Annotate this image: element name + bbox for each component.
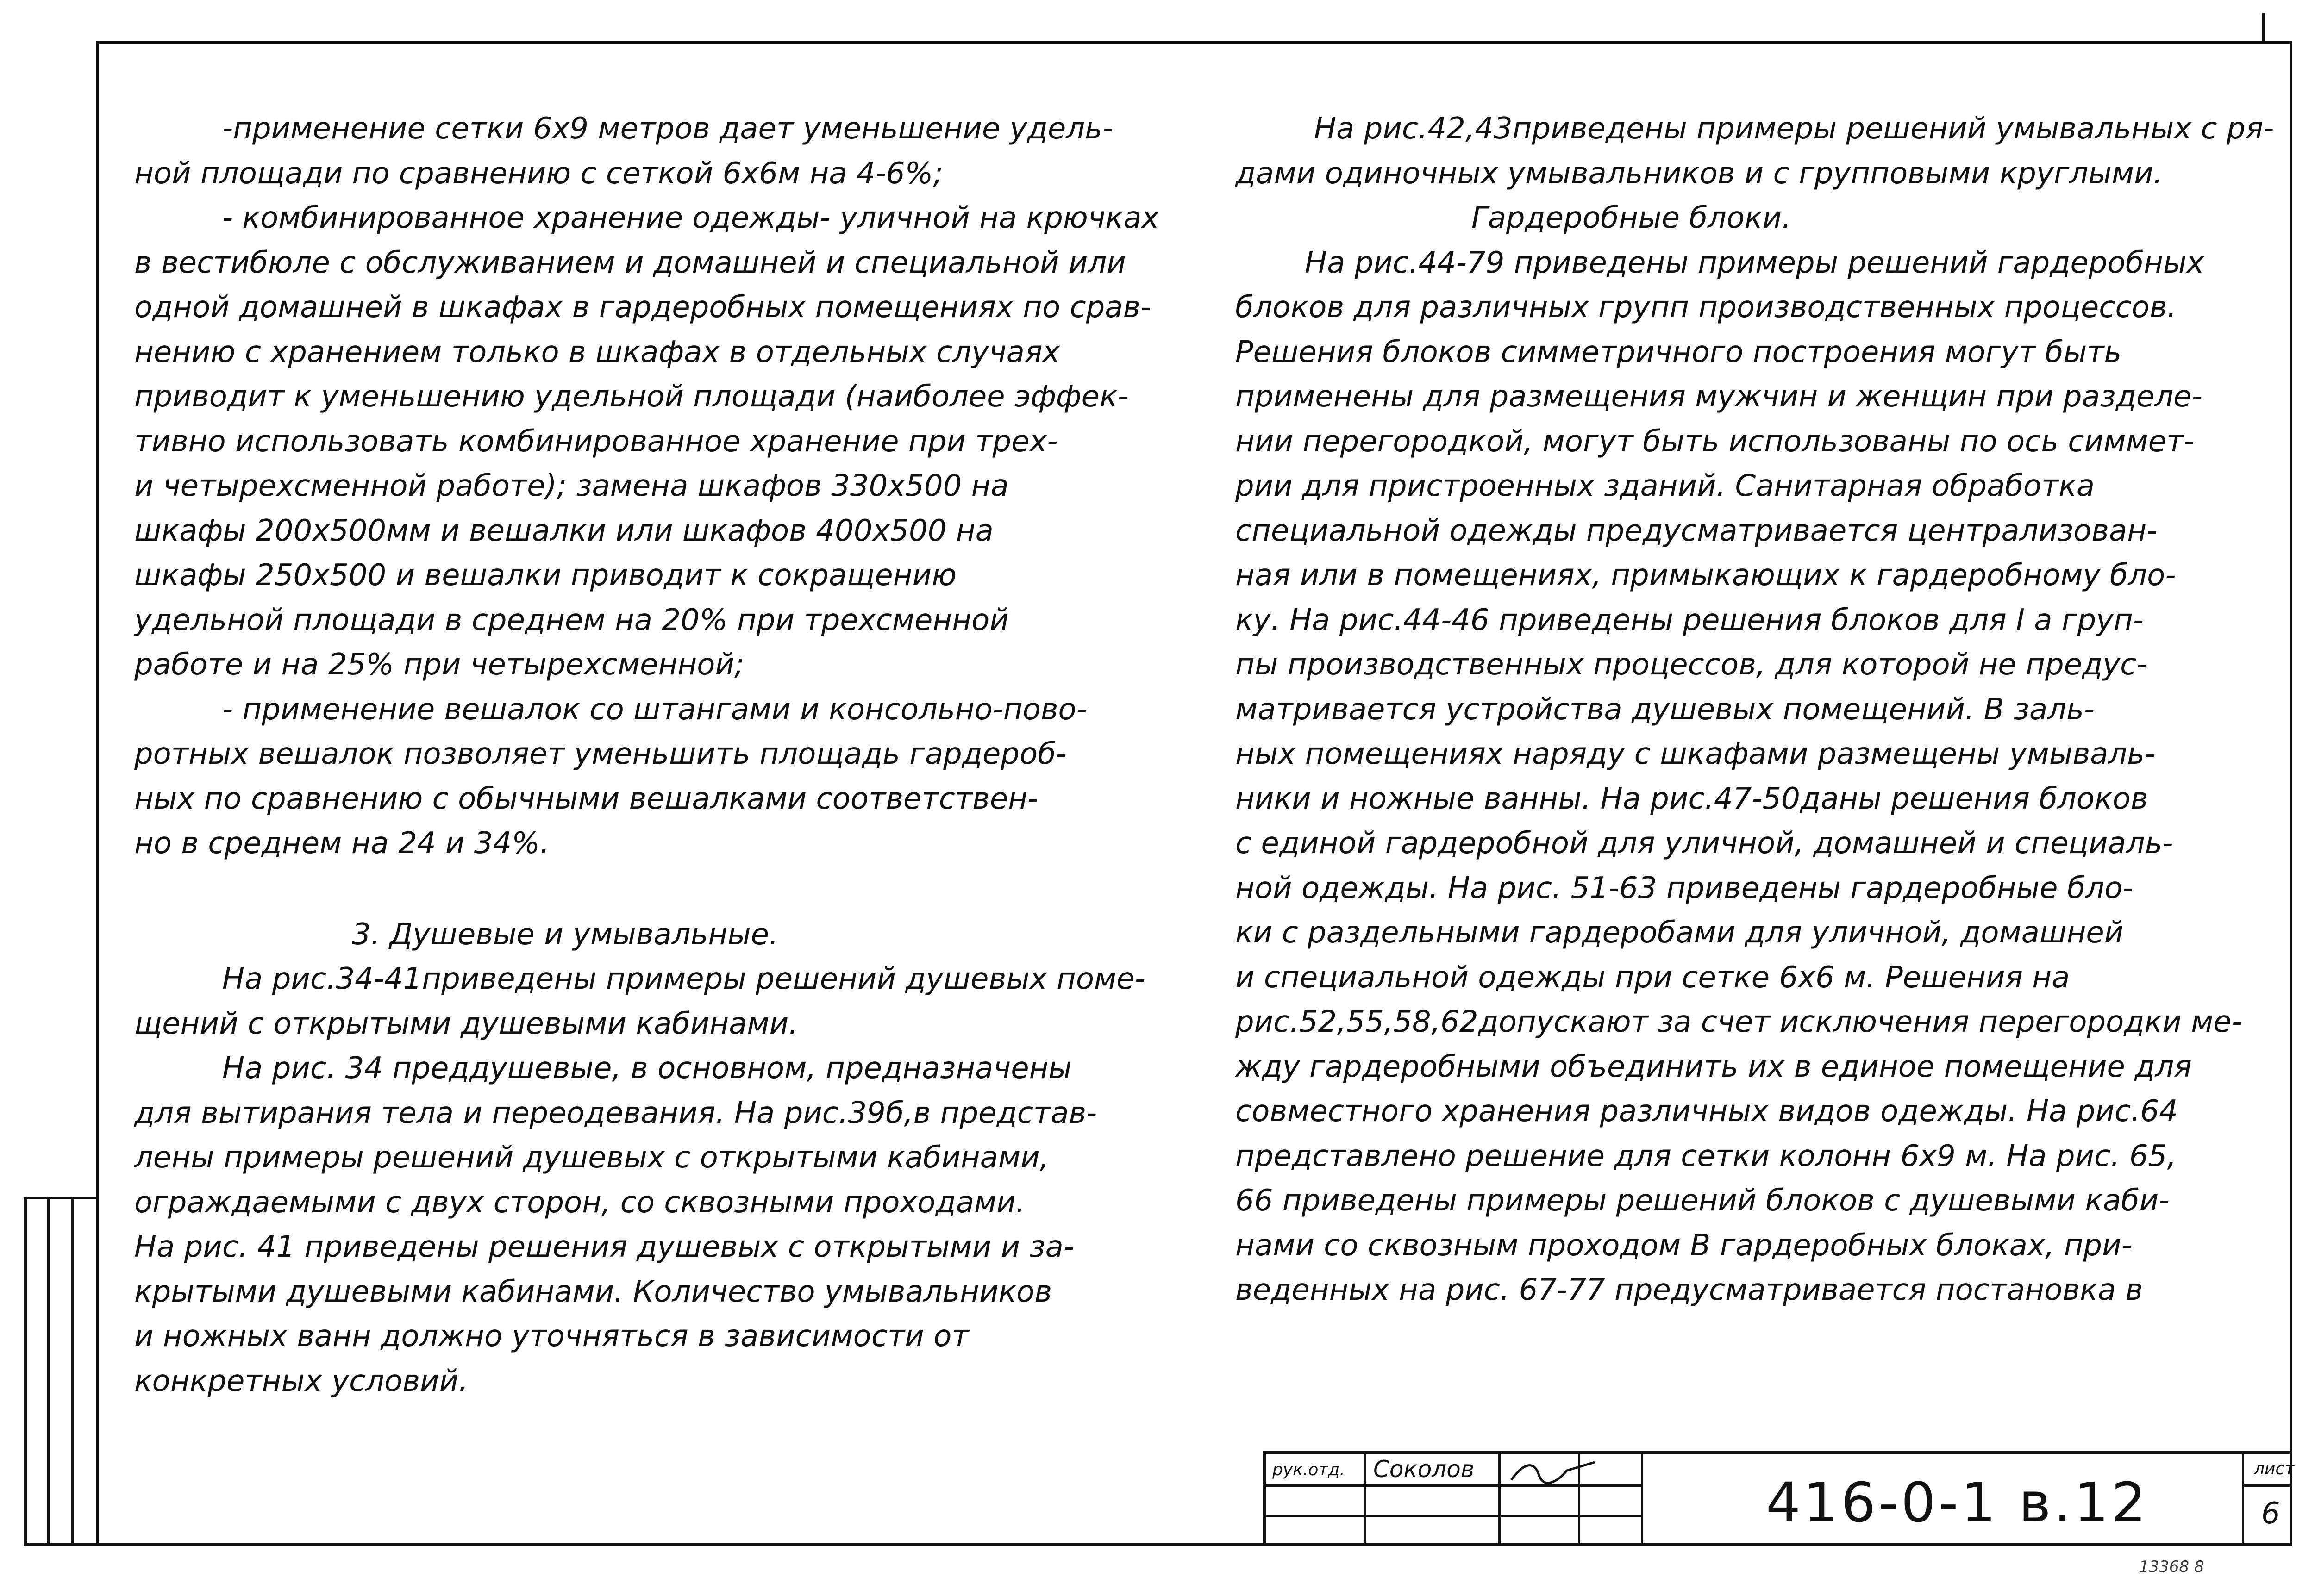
text-line: - комбинированное хранение одежды- уличной на крючках — [222, 201, 1159, 235]
text-line: работе и на 25% при четырехсменной; — [134, 648, 745, 682]
text-line: ной площади по сравнению с сеткой 6х6м на 4-6%; — [134, 156, 943, 191]
section-heading: 3. Душевые и умывальные. — [352, 917, 779, 952]
text-line: крытыми душевыми кабинами. Количество умывальников — [134, 1274, 1052, 1309]
text-line: но в среднем на 24 и 34%. — [134, 826, 550, 860]
title-block — [1263, 1451, 2295, 1546]
binding-margin-strip — [24, 1197, 96, 1546]
title-block-divider — [2242, 1454, 2244, 1546]
title-block-row-line — [2244, 1484, 2292, 1487]
text-line: блоков для различных групп производственных процессов. — [1235, 290, 2177, 324]
title-block-divider — [1364, 1454, 1366, 1546]
title-block-divider — [1641, 1454, 1643, 1546]
text-line: для вытирания тела и переодевания. На рис.39б,в представ- — [134, 1096, 1097, 1130]
text-line: ограждаемыми с двух сторон, со сквозными проходами. — [134, 1185, 1026, 1220]
paragraph-gap — [134, 866, 1171, 912]
text-line: нами со сквозным проходом В гардеробных блоках, при- — [1235, 1228, 2132, 1263]
right-text-column — [1235, 106, 2274, 1313]
text-line: в вестибюле с обслуживанием и домашней и специальной или — [134, 245, 1126, 280]
text-line: -применение сетки 6х9 метров дает уменьшение удель- — [222, 112, 1113, 146]
frame-corner-tick — [2262, 13, 2265, 43]
text-line: ротных вешалок позволяет уменьшить площадь гардероб- — [134, 737, 1067, 771]
text-line: На рис.42,43приведены примеры решений умывальных с ря- — [1314, 112, 2274, 146]
text-line: и специальной одежды при сетке 6х6 м. Решения на — [1235, 960, 2070, 995]
document-code: 416-0-1 в.12 — [1766, 1471, 2149, 1534]
text-line: щений с открытыми душевыми кабинами. — [134, 1006, 798, 1041]
text-line: и четырехсменной работе); замена шкафов 330х500 на — [134, 469, 1009, 503]
text-line: рис.52,55,58,62допускают за счет исключения перегородки ме- — [1235, 1005, 2242, 1039]
text-line: совместного хранения различных видов одежды. На рис.64 — [1235, 1094, 2178, 1128]
text-line: Решения блоков симметричного построения могут быть — [1235, 335, 2122, 369]
title-block-row-line — [1266, 1515, 1641, 1517]
section-heading: Гардеробные блоки. — [1471, 201, 1791, 235]
text-line: ники и ножные ванны. На рис.47-50даны решения блоков — [1235, 781, 2148, 816]
text-line: нии перегородкой, могут быть использованы по ось симмет- — [1235, 424, 2195, 459]
text-line: пы производственных процессов, для которой не предус- — [1235, 648, 2147, 682]
text-line: На рис.44-79 приведены примеры решений гардеробных — [1305, 245, 2204, 280]
text-line: тивно использовать комбинированное хранение при трех- — [134, 424, 1058, 459]
text-line: жду гардеробными объединить их в единое помещение для — [1235, 1049, 2192, 1084]
text-line: ку. На рис.44-46 приведены решения блоков для I а груп- — [1235, 603, 2144, 637]
signature-scribble — [1507, 1457, 1599, 1485]
sheet-number: 6 — [2261, 1496, 2280, 1531]
text-line: На рис. 34 преддушевые, в основном, предназначены — [222, 1051, 1072, 1085]
text-line: ной одежды. На рис. 51-63 приведены гардеробные бло- — [1235, 871, 2134, 905]
text-line: шкафы 250х500 и вешалки приводит к сокращению — [134, 558, 957, 592]
text-line: одной домашней в шкафах в гардеробных помещениях по срав- — [134, 290, 1151, 324]
margin-strip-divider — [71, 1199, 74, 1543]
text-line: применены для размещения мужчин и женщин при разделе- — [1235, 380, 2202, 414]
stamp-role: рук.отд. — [1272, 1460, 1345, 1479]
text-line: представлено решение для сетки колонн 6х9 м. На рис. 65, — [1235, 1139, 2177, 1173]
text-line: нению с хранением только в шкафах в отдельных случаях — [134, 335, 1060, 369]
text-line: конкретных условий. — [134, 1364, 468, 1398]
text-line: ки с раздельными гардеробами для уличной, домашней — [1235, 916, 2124, 950]
left-text-column — [134, 106, 1171, 1403]
text-line: лены примеры решений душевых с открытыми кабинами, — [134, 1141, 1050, 1175]
text-line: с единой гардеробной для уличной, домашней и специаль- — [1235, 826, 2173, 860]
text-line: удельной площади в среднем на 20% при трехсменной — [134, 603, 1009, 637]
text-line: веденных на рис. 67-77 предусматривается постановка в — [1235, 1273, 2143, 1307]
text-line: и ножных ванн должно уточняться в зависимости от — [134, 1319, 969, 1353]
text-line: 66 приведены примеры решений блоков с душевыми каби- — [1235, 1184, 2170, 1218]
text-line: матривается устройства душевых помещений. В заль- — [1235, 692, 2095, 727]
text-line: дами одиночных умывальников и с групповыми круглыми. — [1235, 156, 2163, 191]
text-line: ных по сравнению с обычными вешалками соответствен- — [134, 781, 1039, 816]
text-line: На рис. 41 приведены решения душевых с открытыми и за- — [134, 1230, 1074, 1264]
text-line: На рис.34-41приведены примеры решений душевых поме- — [222, 962, 1145, 996]
text-line: шкафы 200х500мм и вешалки или шкафов 400х500 на — [134, 513, 994, 548]
text-line: ная или в помещениях, примыкающих к гардеробному бло- — [1235, 558, 2176, 592]
text-line: рии для пристроенных зданий. Санитарная обработка — [1235, 469, 2095, 503]
title-block-divider — [1498, 1454, 1501, 1546]
text-line: приводит к уменьшению удельной площади (наиболее эффек- — [134, 380, 1128, 414]
sheet-label: лист — [2254, 1459, 2295, 1478]
archive-number: 13368 8 — [2139, 1558, 2204, 1576]
margin-strip-divider — [47, 1199, 50, 1543]
text-line: специальной одежды предусматривается централизован- — [1235, 513, 2158, 548]
stamp-name: Соколов — [1373, 1456, 1475, 1483]
text-line: - применение вешалок со штангами и консольно-пово- — [222, 692, 1087, 727]
text-line: ных помещениях наряду с шкафами размещены умываль- — [1235, 737, 2156, 771]
